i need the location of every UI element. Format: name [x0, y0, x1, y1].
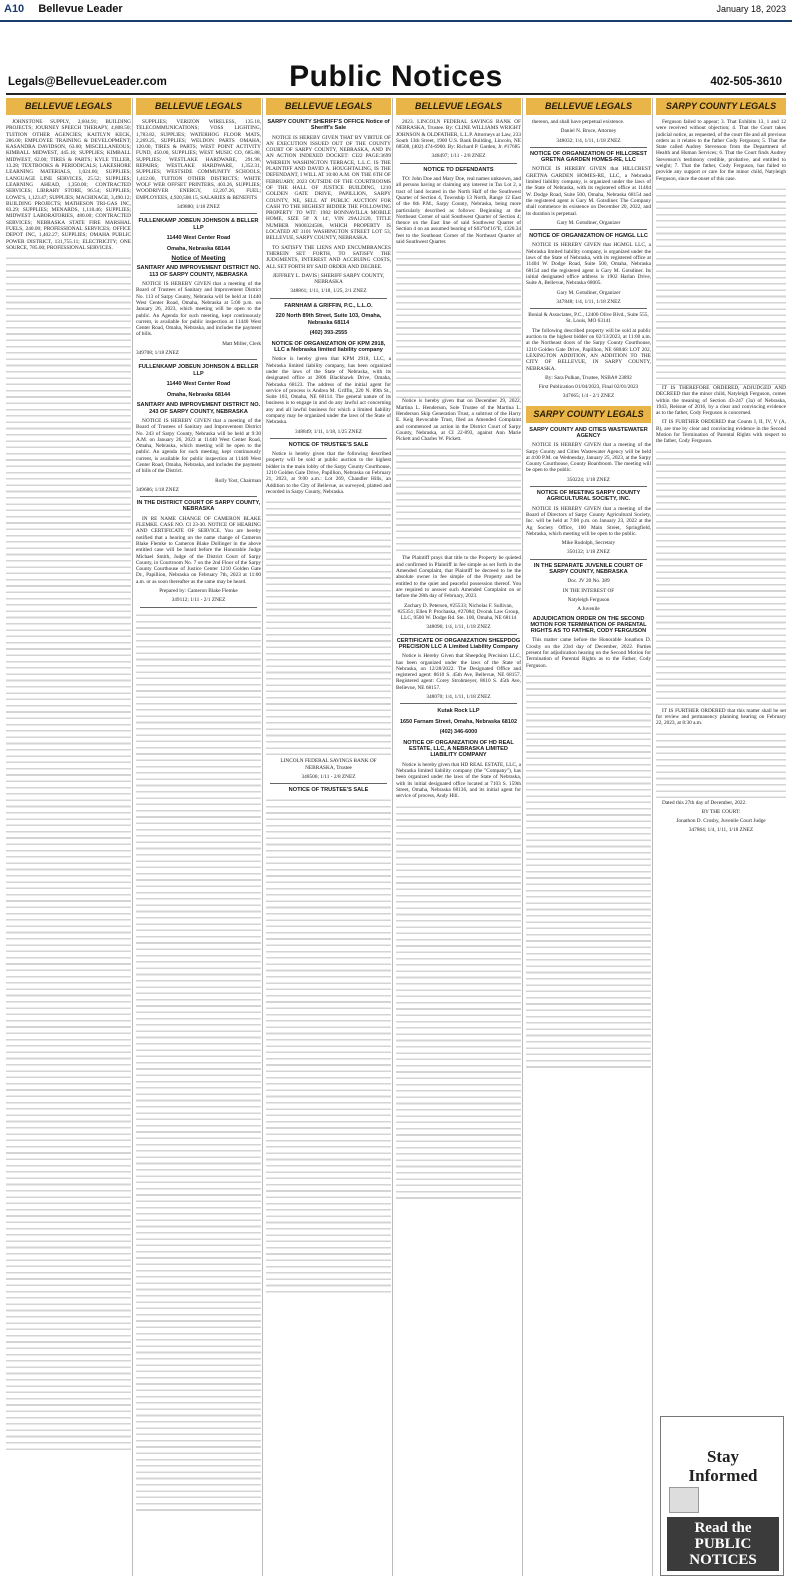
law-firm-address: 1650 Farnam Street, Omaha, Nebraska 68102 — [399, 718, 518, 725]
order-dated: Dated this 27th day of December, 2022. — [662, 799, 747, 806]
notice-subheading: SANITARY AND IMPROVEMENT DISTRICT NO. 113 OF SARPY COUNTY, NEBRASKA — [136, 265, 261, 278]
notice-heading: NOTICE OF ORGANIZATION OF HILLCREST GRETNA GARDEN HOMES-RE, LLC — [529, 150, 648, 164]
notice-body: NOTICE IS HEREBY GIVEN that a meeting of the Board of Trustees of Sanitary and Improvement District No. 113 of Sarpy County, Nebraska will be held at 11440 West Center Road, Omaha, Nebraska at 5:00 p.m. on January 26, 2023, which meeting will be open to the public. An Agenda for such meeting, kept continuously current, is available for public inspection at 11440 West Center Road, Omaha, Nebraska, and includes the payment of bills. — [136, 281, 261, 338]
continued-text-block — [656, 730, 786, 800]
continued-text-block — [136, 611, 261, 1511]
issue-date: January 18, 2023 — [716, 4, 786, 14]
notice-body: NOTICE IS HEREBY GIVEN that a meeting of the Board of Trustees of Sanitary and Improvement District No. 243 of Sarpy County, Nebraska will be held at 9:30 A.M. on January 26, 2023 at 11440 West Center Road, Omaha, Nebraska, which meeting will be open to the public. An agenda for such meeting, kept continuously current, is available for public inspection at 11440 West Center Road, Omaha, Nebraska, and includes the payment of bills of the District. — [136, 417, 261, 475]
column-divider — [652, 98, 653, 1576]
notice-continued: thereon, and shall have perpetual existence. — [532, 119, 625, 125]
order-findings: Ferguson failed to appear; 3. That Exhibits 13, 1 and 12 were received without objection; 4. That the Court takes judicial notice, as requested, of the court file and all previous orders as it relates to the father Cody Ferguson; 5. That the State called Audrey Stevenson from the Department of Health and Human Services; 6. That the Court finds Audrey Stevenson's testimony credible, probative, and entitled to weight; 7. That the father, Cody Ferguson, has failed to provide any support or care for the minor child, Natyleigh Ferguson, since the onset of this case. — [656, 119, 786, 182]
certificate-body: Notice is Hereby Given that Sheepdog Precision LLC, has been organized under the laws of the State of Nebraska, on 12/28/2022. The Designated Office and registered agent: 8610 S. 45th Ave, Bellevue, NE 68157. Registered agent: Corey Strohmeyer, 8610 S. 45th Ave, Bellevue, NE 68157. — [396, 653, 521, 691]
promo-tagline-line-2: PUBLIC — [694, 1536, 752, 1552]
law-firm-address: 11440 West Center Road — [166, 235, 231, 242]
page-header-bar — [0, 0, 792, 22]
defendants-notice-body-2: Notice is hereby given that on December 29, 2022, Martina L. Henderson, Sole Trustee of the Martina L. Henderson Skip Generation Trust, a subtrust of the Harry E. Keig Revocable Trust, filed an Amended Complaint and commenced an action in the District Court of Sarpy County, Nebraska, at CI 22-893, against Ann Marie Pickett and Charles W. Pickett. — [396, 398, 521, 443]
notice-signature: Rolly Yost, Chairman — [215, 477, 261, 484]
section-header-bellevue-legals: BELLEVUE LEGALS — [396, 98, 521, 115]
law-firm-address: 11440 West Center Road — [166, 381, 231, 388]
organization-notice-body: Notice is hereby given that KPM 2918, LLC, a Nebraska limited liability company, has been organized under the laws of the State of Nebraska, with its designated office at 2806 Blackhawk Drive, Omaha, Nebraska 68123. The address of the initial agent for service of process is Andrea M. Griffin, 220 N. 89th St., Suite 103, Omaha, NE 68114. The general nature of its business is to engage in and do any lawful act concerning any and all lawful business for which a limited liability company may be organized under the laws of the State of Nebraska. — [266, 356, 391, 426]
promo-tagline-line-3: NOTICES — [689, 1552, 757, 1568]
claims-list — [6, 119, 131, 1454]
page-number-and-paper — [4, 3, 123, 15]
organization-notice-body: Notice is hereby given that HD REAL ESTATE, LLC, a Nebraska limited liability company (the "Company"), has been organized under the laws of the State of Nebraska, with its initial designated office located at 7103 S. 159th Street, Omaha, Nebraska 68136, and its initial agent for service of process, Andy Hill. — [396, 761, 521, 800]
section-header-sarpy-county-legals: SARPY COUNTY LEGALS — [656, 98, 786, 115]
notice-divider — [140, 607, 257, 608]
judge-signature: Jonathon D. Crosby, Juvenile Court Judge — [676, 818, 766, 825]
court-heading: IN THE DISTRICT COURT OF SARPY COUNTY, NEBRASKA — [136, 500, 261, 513]
page-title: Public Notices — [289, 60, 503, 93]
notice-heading: NOTICE OF ORGANIZATION OF HGMGL LLC — [529, 233, 648, 240]
publication-ref: 348861; 1/11, 1/18, 1/25, 2/1 ZNEZ — [290, 288, 367, 295]
interest-of: IN THE INTEREST OF — [562, 587, 615, 594]
legals-email[interactable]: Legals@BellevueLeader.com — [8, 76, 167, 88]
law-firm-block: Bonial & Associates, P.C., 12400 Olive Blvd., Suite 555, St. Louis, MO 63141 — [528, 312, 649, 325]
notice-heading: NOTICE OF ORGANIZATION OF KPM 2918, LLC a Nebraska limited liability company — [271, 340, 386, 354]
notice-divider — [270, 783, 387, 784]
continued-text-block — [526, 672, 651, 1072]
promo-tagline-line-1: Read the — [694, 1520, 752, 1536]
publication-ref: 347665; 1/4 - 2/1 ZNEZ — [562, 393, 615, 400]
organization-notice-body: NOTICE IS HEREBY GIVEN that HGMGL LLC, a Nebraska limited liability company, is organized under the laws of the State of Nebraska, with its registered office at 11404 W. Dodge Road, Suite 500, Omaha, Nebraska 68154 and the registered agent is Gary M. Gotsdiner. Its initial designated office address is 1902 Harlan Drive, Suite A, Bellevue, Nebraska 68005. — [526, 242, 651, 287]
sheriff-sale-body: NOTICE IS HEREBY GIVEN THAT BY VIRTUE OF AN EXECUTION ISSUED OUT OF THE COUNTY COURT OF SARPY COUNTY, NEBRASKA, AND IN AN ACTION INDEXED DOCKET: CI22 PAGE:3699 WHEREIN WASHINGTON TERRACE, L.L.C. IS THE PLAINTIFF AND DAVID A. HOUGHTALING, IS THE DEFENDANT, I WILL AT 10:00 A.M. ON THE 6TH OF FEBRUARY, 2023 OUTSIDE OF THE COURTROOMS OF THE HALL OF JUSTICE BUILDING, 1210 GOLDEN GATE DRIVE, PAPILLION, SARPY COUNTY, NE, SELL AT PUBLIC AUCTION FOR CASH TO THE HIGHEST BIDDER THE FOLLOWING PROPERTY TO WIT: 1982 BONNAVILLA MOBILE HOME, SIZE 50' X 14', VIN 29A12120, TITLE NUMBER N000324586, WHICH PROPERTY IS LOCATED AT 3101 WASHINGTON STREET LOT 53, BELLEVUE, SARPY COUNTY, NEBRASKA. — [266, 134, 391, 242]
notice-divider — [530, 229, 647, 230]
continued-text-block — [396, 248, 521, 398]
publication-ref: 348070; 1/4, 1/11, 1/18 ZNEZ — [426, 694, 491, 701]
masthead-rule — [6, 93, 786, 95]
notice-divider — [270, 438, 387, 439]
column-3 — [266, 98, 391, 1576]
column-divider — [262, 98, 263, 1576]
publication-ref: 348506; 1/11 - 2/8 ZNEZ — [301, 773, 356, 780]
docket-number: Doc. JV 20 No. 389 — [567, 578, 610, 585]
column-2 — [136, 98, 261, 1576]
trustee-sale-body: Notice is hereby given that the following described property will be sold at public auction to the highest bidder in the main lobby of the Sarpy County Courthouse, 1210 Golden Gate Drive, Papillion, Nebraska on February 21, 2023, at 9:00 a.m.: Lot 269, Chandler Hills, an Addition to the City of Bellevue, as surveyed, platted and recorded in Sarpy County, Nebraska. — [266, 451, 391, 495]
meeting-notice-body: NOTICE IS HEREBY GIVEN that a meeting of the Sarpy County and Cities Wastewater Agency will be held at 4:00 P.M. on Wednesday, January 25, 2023, at the Sarpy County Courthouse, County Boardroom. The meeting will be open to the public. — [526, 442, 651, 474]
continued-text-block — [396, 445, 521, 555]
attorney-block: Zachary D. Petersen, #25533; Nicholas F. Sullivan, #25351; Ellen P. Prochaska, #27084; Dvorak Law Group, LLC, 9500 W. Dodge Rd. Ste. 100, Omaha, NE 68114 — [397, 602, 520, 622]
page-number: A10 — [4, 3, 25, 15]
notice-divider — [530, 308, 647, 309]
notice-heading: SARPY COUNTY SHERIFF'S OFFICE Notice of Sheriff's Sale — [267, 119, 390, 132]
notice-divider — [270, 298, 387, 299]
notice-heading: SARPY COUNTY AND CITIES WASTEWATER AGENCY — [529, 426, 648, 439]
notice-signature: Daniel N. Bruce, Attorney — [560, 128, 617, 135]
paper-name: Bellevue Leader — [38, 3, 123, 15]
notice-divider — [530, 147, 647, 148]
stay-informed-promo — [660, 1416, 784, 1576]
law-firm-address: 220 North 89th Street, Suite 103, Omaha, Nebraska 68114 — [275, 313, 382, 326]
meeting-notice-body: NOTICE IS HEREBY GIVEN that a meeting of the Board of Directors of Sarpy County Agricultural Society, Inc. will be held at 7:00 p.m. on January 23, 2022 at the Ag Society Office, 100 Main Street, Springfield, Nebraska, which meeting will be open to the public. — [526, 505, 651, 537]
notice-divider — [400, 703, 517, 704]
notice-divider — [140, 359, 257, 360]
notice-heading: Notice of Meeting — [171, 255, 226, 263]
legals-phone: 402-505-3610 — [710, 76, 782, 88]
law-firm-phone: (402) 393-2555 — [309, 330, 348, 337]
section-header-sarpy-county-legals: SARPY COUNTY LEGALS — [526, 406, 651, 423]
publication-ref: 349708; 1/18 ZNEZ — [136, 350, 179, 357]
publication-ref: 347864; 1/4, 1/11, 1/18 ZNEZ — [688, 827, 754, 834]
publication-ref: 349880; 1/18 ZNEZ — [177, 203, 220, 210]
continued-text-block — [266, 796, 391, 1296]
sheriff-sale-body-2: TO SATISFY THE LIENS AND ENCUMBRANCES THEREIN SET FORTH, TO SATISFY THE JUDGMENTS, INTEREST AND ACCRUING COSTS, ALL SET FORTH BY SAID ORDER AND DECREE. — [266, 244, 391, 270]
notice-divider — [400, 163, 517, 164]
column-divider — [522, 98, 523, 1576]
section-header-bellevue-legals: BELLEVUE LEGALS — [136, 98, 261, 115]
notice-signature: JEFFREY L. DAVIS | SHERIFF SARPY COUNTY, NEBRASKA — [272, 272, 385, 286]
law-firm-city: Omaha, Nebraska 68144 — [166, 391, 231, 398]
publication-ref: 350224; 1/18 ZNEZ — [567, 476, 610, 483]
claims-text: JOHNSTONE SUPPLY, 2,604.91; BUILDING PROJECTS; JOURNEY SPEECH THERAPY, 4,808.50; TUITION OTHER AGENCIES; KAITLYN KECK, 286.00; EMPLOYEE TRAINING & DEVELOPMENT; KASANDRA DAVIDSON, 63.00; MISCELLANEOUS; KIMBALL MIDWEST, 445.16; SUPPLIES; KIMBALL MIDWEST, 62.00; TIRES & PARTS; KYLE TILLER, 13.28; TEXTBOOKS & PERIODICALS; LAKESHORE LEARNING MATERIALS, 1,024.66; SUPPLIES; LANGUAGE LINE SERVICES, 25.52; SUPPLIES; LEARNING AHEAD, 1,350.00; CONTRACTED SERVICES; LIBRARY STORE, 96.54; SUPPLIES; LOWE'S, 1,123.47; SUPPLIES; MACHINAGE, 3,490.12; BUILDING PROJECTS; MATHESON TRI-GAS INC, 83.29; SUPPLIES; MENARDS, 1,118.46; SUPPLIES; MIDWEST LABORATORIES, 480.00; CONTRACTED SERVICES; NEBRASKA STATE FIRE MARSHAL FUELS, 240.00; PROFESSIONAL SERVICES; OFFICE DEPOT INC, 1,402.27; SUPPLIES; OMAHA PUBLIC POWER DISTRICT, 131,755.11; ELECTRICITY; ONE SOURCE, 785.00; PROFESSIONAL SERVICES. — [6, 119, 131, 251]
order-conclusion: IT IS THEREFORE ORDERED, ADJUDGED AND DECREED that the minor child, Natyleigh Ferguson, comes within the meaning of Section 43-247 (3a) of Nebraska, 1943, Reissue of 2016, by a clear and convincing evidence as to the father, Cody Ferguson is concerned. — [656, 384, 786, 417]
order-further-1: IT IS FURTHER ORDERED that Counts I, II, IV, V (A, B), are true by clear and convincing evidence in the Second Motion for Termination of Parental Rights with respect to the father, Cody Ferguson. — [656, 419, 786, 445]
promo-tagline — [667, 1517, 779, 1571]
notice-divider — [400, 634, 517, 635]
publication-ref: 349112; 1/11 - 2/1 ZNEZ — [171, 597, 226, 604]
by-the-court: BY THE COURT: — [701, 808, 741, 815]
publication-ref: 348096; 1/4, 1/11, 1/18 ZNEZ — [426, 624, 491, 631]
continued-text-block — [656, 448, 786, 708]
order-further-2: IT IS FURTHER ORDERED that this matter shall be set for review and permanency planning hearing on February 22, 2023, at 8:30 a.m. — [656, 707, 786, 727]
column-divider — [392, 98, 393, 1576]
promo-headline-line-2: Informed — [688, 1466, 758, 1485]
organization-notice-body: NOTICE IS HEREBY GIVEN that HILLCREST GRETNA GARDEN HOMES-RE, LLC, a Nebraska limited liability company, is organized under the laws of the State of Nebraska, with its registered office at 11404 W. Dodge Road, Suite 500, Omaha, Nebraska 68154 and the registered agent is Gary M. Gotsdiner. The Company shall commence its existence on December 20, 2022, and its duration is perpetual. — [526, 166, 651, 217]
law-firm-city: Omaha, Nebraska 68144 — [166, 245, 231, 252]
law-firm-name: Kutak Rock LLP — [437, 708, 480, 715]
notice-divider — [530, 486, 647, 487]
law-firm-name: FULLENKAMP JOBEUN JOHNSON & BELLER LLP — [138, 364, 259, 377]
notice-divider — [530, 559, 647, 560]
column-5 — [526, 98, 651, 1576]
defendants-notice-body-3: The Plaintiff prays that title to the Property be quieted and confirmed in Plaintiff in fee simple as set forth in the Amended Complaint, that Plaintiff be decreed to be the absolute owner in fee simple of the Property and be entitled to the quiet and peaceful possession thereof. You are required to answer such Amended Complaint on or before the 28th day of February, 2023. — [396, 555, 521, 600]
column-4 — [396, 98, 521, 1576]
publication-ref: 350132; 1/18 ZNEZ — [567, 549, 610, 556]
law-firm-name: FULLENKAMP JOBEUN JOHNSON & BELLER LLP — [138, 218, 259, 231]
notice-signature: Matt Miller, Clerk — [222, 340, 261, 347]
claims-continued: SUPPLIES; VERIZON WIRELESS, 135.18, TELECOMMUNICATIONS; VOSS LIGHTING, 1,783.82, SUPPLIES; WATERHOG FLOOR MATS, 2,269.25, SUPPLIES; WELDON PARTS OMAHA, 120.00, TIRES & PARTS; WEST POINT ACTIVITY FUND, 450.00, SUPPLIES; WEST MUSIC CO, 685.88, SUPPLIES; WESTLAKE HARDWARE, 291.98, REPAIRS; WESTLAKE HARDWARE, 1,352.31, SUPPLIES; WESTSIDE COMMUNITY SCHOOLS, 1,412.00, TUITION OTHER DISTRICTS; WHITE WOLF WEB OFFSET PRINTERS, 403.26, SUPPLIES; WOODRIVER ENERGY, 12,207.26, FUEL; EMPLOYEES, 4,920,508.15, SALARIES & BENEFITS — [136, 119, 261, 201]
juvenile-label: A Juvenile — [577, 606, 600, 613]
notice-heading: NOTICE OF TRUSTEE'S SALE — [288, 441, 369, 448]
publication-ref: 349686; 1/18 ZNEZ — [136, 486, 179, 493]
notice-heading: NOTICE TO DEFENDANTS — [423, 166, 494, 173]
continued-text-block — [6, 254, 131, 1454]
section-header-bellevue-legals: BELLEVUE LEGALS — [6, 98, 131, 115]
court-notice-body: IN RE NAME CHANGE OF CAMERON BLAKE FLEMKE. CASE NO. CI 23-30. NOTICE OF HEARING AND CERTIFICATE OF SERVICE. You are hereby notified that a hearing on the name change of Cameron Blake Flemke to Cameron Blake Dollinger in the above entitled case will be heard before the Honorable Judge Michael Smith, Judge of the District Court of Sarpy County, in Courtroom No. 7 on the 2nd Floor of the Sarpy County Courthouse of Justice Center 1210 Golden Gate Dr., Papillion, Nebraska on February 7th, 2023 at 11:00 a.m. or as soon thereafter as the same may be heard. — [136, 515, 261, 585]
column-6 — [656, 98, 786, 1576]
continued-text-block — [656, 185, 786, 385]
masthead — [0, 32, 792, 93]
order-heading: ADJUDICATION ORDER ON THE SECOND MOTION FOR TERMINATION OF PARENTAL RIGHTS AS TO FATHER, CODY FERGUSON — [530, 615, 647, 635]
law-firm-phone: (402) 346-6000 — [439, 729, 478, 736]
notice-signature: LINCOLN FEDERAL SAVINGS BANK OF NEBRASKA, Trustee — [280, 758, 377, 771]
continued-text-block — [396, 803, 521, 1203]
notice-heading: NOTICE OF MEETING SARPY COUNTY AGRICULTURAL SOCIETY, INC. — [536, 490, 641, 503]
notice-signature: Prepared by: Cameron Blake Flemke — [159, 588, 238, 595]
publication-ref: 347848; 1/4, 1/11, 1/18 ZNEZ — [556, 298, 621, 305]
publication-ref: 348032; 1/4, 1/11, 1/18 ZNEZ — [556, 137, 621, 144]
promo-headline-line-1: Stay — [706, 1447, 740, 1466]
trustee-sale-body: The following described property will be sold at public auction to the highest bidder on 02/13/2023, at 11:00 a.m. at the Northeast doors of the Sarpy County Courthouse, 1210 Golden Gate Drive, Papillion, NE 68046: LOT 202, LEXINGTON ADDITION, AN ADDITION TO THE CITY OF BELLEVUE, IN SARPY COUNTY, NEBRASKA. — [526, 327, 651, 372]
notice-signature: Gary M. Gotsdiner, Organizer — [556, 289, 621, 296]
section-header-bellevue-legals: BELLEVUE LEGALS — [526, 98, 651, 115]
column-1 — [6, 98, 131, 1576]
court-heading: IN THE SEPARATE JUVENILE COURT OF SARPY COUNTY, NEBRASKA — [533, 562, 644, 576]
notice-subheading: SANITARY AND IMPROVEMENT DISTRICT NO. 243 OF SARPY COUNTY, NEBRASKA — [136, 402, 261, 415]
notice-signature: By: Sara Pulkan, Trustee, NSBA# 23892 — [545, 374, 632, 381]
publication-ref: 348497; 1/11 - 2/8 ZNEZ — [431, 153, 486, 160]
section-header-bellevue-legals: BELLEVUE LEGALS — [266, 98, 391, 115]
law-firm-name: FARNHAM & GRIFFIN, P.C., L.L.O. — [284, 302, 373, 309]
publication-ref: 348849; 1/11, 1/18, 1/25 ZNEZ — [295, 428, 362, 435]
notice-signature: Mike Rudolph, Secretary — [561, 540, 616, 547]
notice-divider — [140, 213, 257, 214]
newspaper-icon — [669, 1487, 699, 1513]
defendants-notice-body: TO: John Doe and Mary Doe, real names unknown, and all persons having or claiming any interest in Tax Lot 2, a tract of land located in the North Half of the Southwest Quarter of Section 4, Township 13 North, Range 12 East of the 6th P.M., Sarpy County, Nebraska, being more particularly described as follows: Beginning at the Northeast Corner of said Southwest Quarter of Section 4; thence on the East line of said Southwest Quarter of Section 4 on an assumed bearing of S03°04'16"E, 1326.34 feet to the Southeast Corner of the Northeast Quarter of said Southwest Quarter. — [396, 176, 521, 246]
notice-heading: NOTICE OF ORGANIZATION OF HD REAL ESTATE, LLC, A NEBRASKA LIMITED LIABILITY COMPANY — [403, 739, 514, 759]
publication-dates: First Publication 01/04/2023, Final 02/01/2023 — [538, 384, 639, 391]
notice-heading: CERTIFICATE OF ORGANIZATION SHEEPDOG PRECISION LLC A Limited Liability Company — [396, 637, 521, 650]
trustee-signature-block: 2023. LINCOLN FEDERAL SAVINGS BANK OF NEBRASKA, Trustee. By: CLINE WILLIAMS WRIGHT JOHNSON & OLDFATHER, L.L.P. Attorneys at Law, 233 South 13th Street, 1900 U.S. Bank Building, Lincoln, NE 68508, (402) 474-6900. By: Richard P. Garden, Jr. #17685 — [396, 119, 521, 151]
juvenile-name: Natyleigh Ferguson — [567, 596, 610, 603]
notice-heading: NOTICE OF TRUSTEE'S SALE — [288, 787, 369, 794]
notice-signature: Gary M. Gotsdiner, Organizer — [556, 219, 621, 226]
continued-text-block — [266, 498, 391, 758]
notice-divider — [140, 496, 257, 497]
order-body: This matter came before the Honorable Jonathon D. Crosby on the 23rd day of December, 2022. Parties present for adjudication hearing on the Second Motion for Termination of Parental Rights as to the Father, Cody Ferguson. — [526, 637, 651, 669]
promo-headline — [661, 1447, 785, 1485]
column-divider — [132, 98, 133, 1576]
